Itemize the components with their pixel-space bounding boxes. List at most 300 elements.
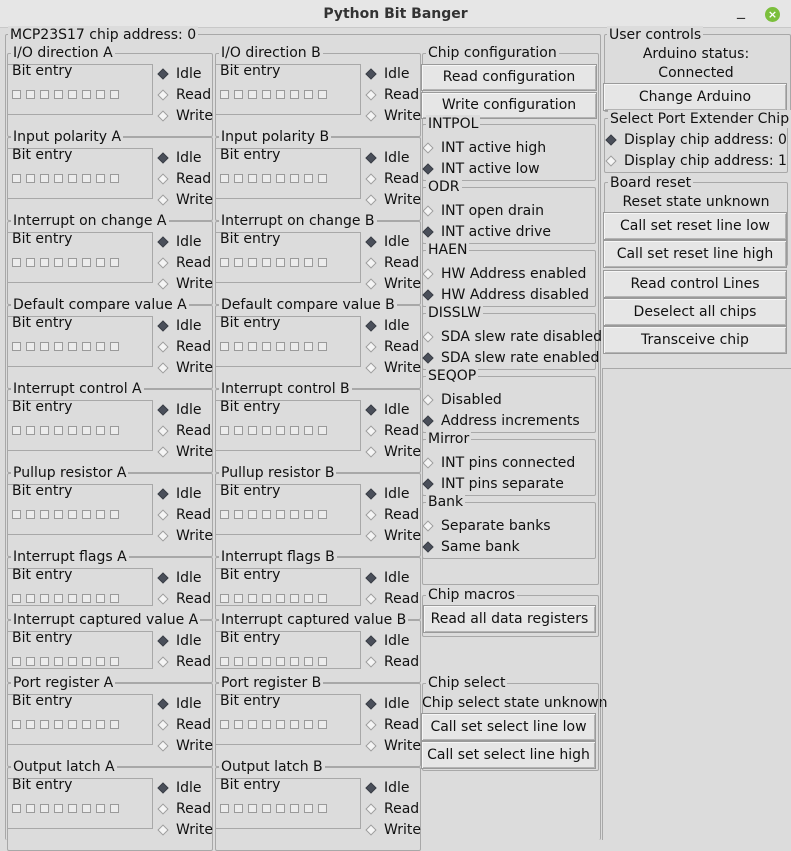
bit-checkbox[interactable] bbox=[110, 804, 119, 813]
bit-checkbox[interactable] bbox=[234, 510, 243, 519]
transceive-chip-button[interactable]: Transceive chip bbox=[603, 326, 787, 354]
bit-checkbox[interactable] bbox=[96, 594, 105, 603]
bit-checkbox[interactable] bbox=[68, 426, 77, 435]
bit-checkbox[interactable] bbox=[276, 342, 285, 351]
mode-write-radio[interactable] bbox=[363, 527, 421, 545]
mode-idle-radio[interactable] bbox=[155, 65, 202, 83]
bit-checkbox[interactable] bbox=[234, 804, 243, 813]
mode-label: Idle bbox=[384, 66, 410, 82]
bit-checkbox[interactable] bbox=[82, 657, 91, 666]
bit-checkbox[interactable] bbox=[110, 657, 119, 666]
bit-checkbox[interactable] bbox=[68, 720, 77, 729]
bit-checkbox[interactable] bbox=[12, 720, 21, 729]
radio-diamond-icon bbox=[157, 68, 168, 79]
bit-checkbox[interactable] bbox=[96, 657, 105, 666]
bit-checkbox[interactable] bbox=[276, 426, 285, 435]
bit-entry-frame bbox=[7, 316, 153, 367]
bit-checkbox[interactable] bbox=[234, 258, 243, 267]
reset-line-high-button[interactable]: Call set reset line high bbox=[603, 240, 787, 268]
bit-checkbox[interactable] bbox=[248, 720, 257, 729]
mode-idle-radio[interactable] bbox=[155, 779, 202, 797]
mode-label: Read bbox=[176, 87, 212, 103]
mode-write-radio[interactable] bbox=[155, 527, 213, 545]
bit-checkbox[interactable] bbox=[248, 90, 257, 99]
bit-checkbox[interactable] bbox=[68, 342, 77, 351]
radio-diamond-icon bbox=[365, 740, 376, 751]
bit-checkbox[interactable] bbox=[304, 174, 313, 183]
bit-checkbox[interactable] bbox=[110, 258, 119, 267]
mode-read-radio[interactable] bbox=[155, 590, 211, 608]
mode-read-radio[interactable] bbox=[363, 506, 419, 524]
bit-checkbox[interactable] bbox=[82, 174, 91, 183]
bit-checkbox[interactable] bbox=[304, 510, 313, 519]
mode-write-radio[interactable] bbox=[155, 737, 213, 755]
bit-checkbox[interactable] bbox=[26, 804, 35, 813]
bit-checkbox[interactable] bbox=[318, 720, 327, 729]
bit-checkbox[interactable] bbox=[26, 174, 35, 183]
bit-checkbox[interactable] bbox=[26, 426, 35, 435]
radio-diamond-icon bbox=[422, 457, 433, 468]
config-option-radio[interactable] bbox=[420, 223, 551, 241]
bit-checkbox[interactable] bbox=[290, 342, 299, 351]
mode-write-radio[interactable] bbox=[363, 443, 421, 461]
bit-checkbox[interactable] bbox=[318, 657, 327, 666]
mode-write-radio[interactable] bbox=[155, 359, 213, 377]
bit-boxes bbox=[220, 426, 327, 435]
register-label: I/O direction A bbox=[13, 45, 113, 61]
mode-read-radio[interactable] bbox=[155, 170, 211, 188]
bit-checkbox[interactable] bbox=[234, 90, 243, 99]
mode-idle-radio[interactable] bbox=[155, 569, 202, 587]
radio-diamond-icon bbox=[157, 278, 168, 289]
select-chip-radio[interactable] bbox=[603, 131, 787, 149]
radio-diamond-icon bbox=[422, 289, 433, 300]
mode-write-radio[interactable] bbox=[363, 191, 421, 209]
bit-checkbox[interactable] bbox=[276, 258, 285, 267]
bit-checkbox[interactable] bbox=[54, 426, 63, 435]
radio-diamond-icon bbox=[365, 572, 376, 583]
bit-entry-label: Bit entry bbox=[220, 147, 281, 163]
bit-checkbox[interactable] bbox=[96, 510, 105, 519]
bit-checkbox[interactable] bbox=[40, 90, 49, 99]
config-option-radio[interactable] bbox=[420, 349, 599, 367]
bit-checkbox[interactable] bbox=[304, 426, 313, 435]
mode-read-radio[interactable] bbox=[363, 653, 419, 671]
bit-checkbox[interactable] bbox=[318, 258, 327, 267]
select-line-low-button[interactable]: Call set select line low bbox=[421, 713, 596, 741]
bit-entry-label: Bit entry bbox=[12, 630, 73, 646]
register-label: Input polarity B bbox=[221, 129, 330, 145]
bit-checkbox[interactable] bbox=[40, 510, 49, 519]
bit-checkbox[interactable] bbox=[96, 90, 105, 99]
mode-idle-radio[interactable] bbox=[363, 401, 410, 419]
bit-checkbox[interactable] bbox=[54, 720, 63, 729]
bit-checkbox[interactable] bbox=[110, 90, 119, 99]
chip-address-label: MCP23S17 chip address: 0 bbox=[10, 27, 197, 43]
right-panel-separator bbox=[602, 368, 791, 840]
mode-label: Write bbox=[176, 276, 213, 292]
bit-checkbox[interactable] bbox=[96, 342, 105, 351]
bit-checkbox[interactable] bbox=[290, 510, 299, 519]
bit-checkbox[interactable] bbox=[82, 804, 91, 813]
bit-checkbox[interactable] bbox=[304, 804, 313, 813]
config-option-label: INT pins connected bbox=[441, 455, 576, 471]
bit-checkbox[interactable] bbox=[40, 720, 49, 729]
bit-checkbox[interactable] bbox=[220, 720, 229, 729]
bit-checkbox[interactable] bbox=[26, 594, 35, 603]
register-label: Interrupt flags B bbox=[221, 549, 335, 565]
radio-diamond-icon bbox=[365, 110, 376, 121]
bit-checkbox[interactable] bbox=[304, 594, 313, 603]
mode-write-radio[interactable] bbox=[363, 275, 421, 293]
bit-checkbox[interactable] bbox=[82, 594, 91, 603]
bit-checkbox[interactable] bbox=[262, 426, 271, 435]
mode-write-radio[interactable] bbox=[155, 191, 213, 209]
bit-checkbox[interactable] bbox=[234, 657, 243, 666]
bit-checkbox[interactable] bbox=[248, 342, 257, 351]
mode-read-radio[interactable] bbox=[363, 86, 419, 104]
bit-checkbox[interactable] bbox=[262, 594, 271, 603]
reset-line-low-button[interactable]: Call set reset line low bbox=[603, 212, 787, 240]
bit-checkbox[interactable] bbox=[234, 594, 243, 603]
mode-read-radio[interactable] bbox=[155, 653, 211, 671]
bit-boxes bbox=[12, 258, 119, 267]
bit-checkbox[interactable] bbox=[248, 174, 257, 183]
bit-checkbox[interactable] bbox=[276, 720, 285, 729]
bit-checkbox[interactable] bbox=[110, 720, 119, 729]
bit-checkbox[interactable] bbox=[276, 90, 285, 99]
bit-checkbox[interactable] bbox=[26, 90, 35, 99]
mode-idle-radio[interactable] bbox=[363, 779, 410, 797]
bit-checkbox[interactable] bbox=[110, 426, 119, 435]
mode-write-radio[interactable] bbox=[155, 107, 213, 125]
bit-checkbox[interactable] bbox=[68, 594, 77, 603]
bit-checkbox[interactable] bbox=[220, 258, 229, 267]
bit-checkbox[interactable] bbox=[40, 258, 49, 267]
bit-checkbox[interactable] bbox=[40, 174, 49, 183]
bit-checkbox[interactable] bbox=[262, 258, 271, 267]
bit-checkbox[interactable] bbox=[262, 657, 271, 666]
mode-idle-radio[interactable] bbox=[363, 485, 410, 503]
bit-checkbox[interactable] bbox=[12, 258, 21, 267]
deselect-all-chips-button[interactable]: Deselect all chips bbox=[603, 298, 787, 326]
bit-checkbox[interactable] bbox=[220, 174, 229, 183]
bit-checkbox[interactable] bbox=[248, 594, 257, 603]
bit-checkbox[interactable] bbox=[318, 174, 327, 183]
bit-checkbox[interactable] bbox=[12, 510, 21, 519]
register-label: Interrupt flags A bbox=[13, 549, 127, 565]
bit-checkbox[interactable] bbox=[304, 720, 313, 729]
mode-idle-radio[interactable] bbox=[155, 233, 202, 251]
bit-checkbox[interactable] bbox=[68, 510, 77, 519]
bit-checkbox[interactable] bbox=[12, 174, 21, 183]
bit-checkbox[interactable] bbox=[304, 90, 313, 99]
mode-read-radio[interactable] bbox=[363, 170, 419, 188]
config-option-radio[interactable] bbox=[420, 538, 520, 556]
bit-checkbox[interactable] bbox=[248, 510, 257, 519]
mode-idle-radio[interactable] bbox=[363, 632, 410, 650]
config-option-radio[interactable] bbox=[420, 391, 502, 409]
bit-checkbox[interactable] bbox=[248, 426, 257, 435]
config-option-radio[interactable] bbox=[420, 139, 546, 157]
bit-checkbox[interactable] bbox=[12, 342, 21, 351]
bit-checkbox[interactable] bbox=[262, 174, 271, 183]
mode-read-radio[interactable] bbox=[363, 338, 419, 356]
mode-label: Idle bbox=[384, 234, 410, 250]
mode-write-radio[interactable] bbox=[155, 275, 213, 293]
bit-checkbox[interactable] bbox=[82, 90, 91, 99]
mode-idle-radio[interactable] bbox=[155, 485, 202, 503]
mode-label: Read bbox=[384, 423, 420, 439]
mode-read-radio[interactable] bbox=[363, 422, 419, 440]
mode-read-radio[interactable] bbox=[155, 254, 211, 272]
config-option-radio[interactable] bbox=[420, 412, 580, 430]
mode-label: Read bbox=[176, 801, 212, 817]
bit-checkbox[interactable] bbox=[40, 804, 49, 813]
mode-label: Idle bbox=[176, 570, 202, 586]
mode-idle-radio[interactable] bbox=[155, 317, 202, 335]
mode-idle-radio[interactable] bbox=[363, 317, 410, 335]
mode-write-radio[interactable] bbox=[363, 821, 421, 839]
bit-checkbox[interactable] bbox=[12, 90, 21, 99]
mode-label: Write bbox=[384, 738, 421, 754]
bit-checkbox[interactable] bbox=[220, 657, 229, 666]
bit-checkbox[interactable] bbox=[262, 90, 271, 99]
mode-idle-radio[interactable] bbox=[363, 569, 410, 587]
bit-checkbox[interactable] bbox=[12, 426, 21, 435]
bit-checkbox[interactable] bbox=[54, 594, 63, 603]
mode-idle-radio[interactable] bbox=[363, 695, 410, 713]
bit-checkbox[interactable] bbox=[54, 174, 63, 183]
mode-read-radio[interactable] bbox=[155, 716, 211, 734]
mode-label: Read bbox=[176, 171, 212, 187]
radio-diamond-icon bbox=[365, 698, 376, 709]
bit-checkbox[interactable] bbox=[82, 510, 91, 519]
config-option-label: Separate banks bbox=[441, 518, 551, 534]
bit-boxes bbox=[220, 174, 327, 183]
bit-checkbox[interactable] bbox=[290, 258, 299, 267]
bit-checkbox[interactable] bbox=[304, 342, 313, 351]
config-option-label: SDA slew rate enabled bbox=[441, 350, 600, 366]
mode-read-radio[interactable] bbox=[155, 86, 211, 104]
minimize-icon[interactable]: _ bbox=[737, 0, 745, 19]
bit-entry-frame bbox=[215, 232, 361, 283]
config-option-radio[interactable] bbox=[420, 475, 564, 493]
mode-read-radio[interactable] bbox=[363, 716, 419, 734]
bit-checkbox[interactable] bbox=[96, 720, 105, 729]
mode-read-radio[interactable] bbox=[155, 338, 211, 356]
change-arduino-button[interactable]: Change Arduino bbox=[603, 83, 787, 111]
mode-idle-radio[interactable] bbox=[155, 632, 202, 650]
bit-checkbox[interactable] bbox=[40, 657, 49, 666]
mode-write-radio[interactable] bbox=[155, 821, 213, 839]
bit-checkbox[interactable] bbox=[82, 258, 91, 267]
bit-checkbox[interactable] bbox=[12, 594, 21, 603]
select-line-high-button[interactable]: Call set select line high bbox=[421, 741, 596, 769]
bit-checkbox[interactable] bbox=[40, 594, 49, 603]
bit-checkbox[interactable] bbox=[26, 258, 35, 267]
radio-diamond-icon bbox=[365, 656, 376, 667]
read-control-lines-button[interactable]: Read control Lines bbox=[603, 270, 787, 298]
mode-idle-radio[interactable] bbox=[363, 149, 410, 167]
config-option-radio[interactable] bbox=[420, 160, 540, 178]
bit-checkbox[interactable] bbox=[234, 426, 243, 435]
mode-label: Idle bbox=[176, 234, 202, 250]
bit-checkbox[interactable] bbox=[318, 342, 327, 351]
mode-read-radio[interactable] bbox=[363, 800, 419, 818]
bit-checkbox[interactable] bbox=[276, 510, 285, 519]
config-option-radio[interactable] bbox=[420, 454, 575, 472]
bit-checkbox[interactable] bbox=[54, 804, 63, 813]
bit-checkbox[interactable] bbox=[276, 804, 285, 813]
radio-diamond-icon bbox=[365, 320, 376, 331]
bit-checkbox[interactable] bbox=[290, 720, 299, 729]
bit-checkbox[interactable] bbox=[68, 804, 77, 813]
mode-label: Idle bbox=[384, 150, 410, 166]
bit-checkbox[interactable] bbox=[68, 258, 77, 267]
bit-checkbox[interactable] bbox=[290, 804, 299, 813]
config-option-radio[interactable] bbox=[420, 286, 589, 304]
bit-checkbox[interactable] bbox=[262, 342, 271, 351]
bit-checkbox[interactable] bbox=[318, 804, 327, 813]
mode-read-radio[interactable] bbox=[155, 422, 211, 440]
bit-checkbox[interactable] bbox=[96, 174, 105, 183]
bit-checkbox[interactable] bbox=[82, 720, 91, 729]
bit-entry-label: Bit entry bbox=[12, 777, 73, 793]
bit-entry-frame bbox=[215, 694, 361, 745]
config-option-radio[interactable] bbox=[420, 517, 551, 535]
bit-checkbox[interactable] bbox=[290, 657, 299, 666]
bit-checkbox[interactable] bbox=[82, 342, 91, 351]
read-all-data-registers-button[interactable]: Read all data registers bbox=[423, 605, 596, 633]
bit-checkbox[interactable] bbox=[220, 594, 229, 603]
bit-checkbox[interactable] bbox=[54, 510, 63, 519]
select-chip-radio[interactable] bbox=[603, 152, 787, 170]
write-configuration-button[interactable]: Write configuration bbox=[421, 92, 597, 119]
mode-read-radio[interactable] bbox=[363, 590, 419, 608]
bit-checkbox[interactable] bbox=[12, 657, 21, 666]
bit-checkbox[interactable] bbox=[290, 174, 299, 183]
bit-checkbox[interactable] bbox=[318, 90, 327, 99]
close-icon[interactable]: × bbox=[765, 7, 780, 22]
radio-diamond-icon bbox=[157, 152, 168, 163]
bit-checkbox[interactable] bbox=[220, 90, 229, 99]
mode-write-radio[interactable] bbox=[155, 443, 213, 461]
bit-checkbox[interactable] bbox=[234, 174, 243, 183]
bit-checkbox[interactable] bbox=[318, 510, 327, 519]
bit-checkbox[interactable] bbox=[96, 258, 105, 267]
mode-write-radio[interactable] bbox=[363, 107, 421, 125]
mode-idle-radio[interactable] bbox=[363, 233, 410, 251]
bit-checkbox[interactable] bbox=[290, 90, 299, 99]
bit-entry-frame bbox=[7, 400, 153, 451]
bit-checkbox[interactable] bbox=[248, 804, 257, 813]
bit-checkbox[interactable] bbox=[318, 594, 327, 603]
bit-checkbox[interactable] bbox=[276, 174, 285, 183]
bit-checkbox[interactable] bbox=[276, 657, 285, 666]
bit-checkbox[interactable] bbox=[26, 657, 35, 666]
register-label: Pullup resistor A bbox=[13, 465, 127, 481]
bit-checkbox[interactable] bbox=[110, 174, 119, 183]
mode-label: Write bbox=[384, 528, 421, 544]
bit-checkbox[interactable] bbox=[96, 804, 105, 813]
mode-idle-radio[interactable] bbox=[155, 149, 202, 167]
bit-checkbox[interactable] bbox=[54, 342, 63, 351]
bit-checkbox[interactable] bbox=[318, 426, 327, 435]
mode-write-radio[interactable] bbox=[363, 737, 421, 755]
config-group-title: ODR bbox=[428, 179, 460, 195]
bit-checkbox[interactable] bbox=[304, 657, 313, 666]
bit-checkbox[interactable] bbox=[248, 258, 257, 267]
bit-checkbox[interactable] bbox=[68, 174, 77, 183]
bit-checkbox[interactable] bbox=[68, 657, 77, 666]
radio-diamond-icon bbox=[365, 824, 376, 835]
bit-checkbox[interactable] bbox=[262, 510, 271, 519]
bit-checkbox[interactable] bbox=[262, 720, 271, 729]
mode-label: Idle bbox=[176, 150, 202, 166]
bit-checkbox[interactable] bbox=[40, 426, 49, 435]
bit-checkbox[interactable] bbox=[234, 720, 243, 729]
mode-read-radio[interactable] bbox=[155, 506, 211, 524]
bit-checkbox[interactable] bbox=[220, 426, 229, 435]
bit-checkbox[interactable] bbox=[26, 720, 35, 729]
bit-checkbox[interactable] bbox=[96, 426, 105, 435]
bit-checkbox[interactable] bbox=[220, 804, 229, 813]
mode-write-radio[interactable] bbox=[363, 359, 421, 377]
bit-checkbox[interactable] bbox=[54, 657, 63, 666]
mode-label: Write bbox=[384, 276, 421, 292]
bit-checkbox[interactable] bbox=[304, 258, 313, 267]
config-option-radio[interactable] bbox=[420, 265, 586, 283]
bit-checkbox[interactable] bbox=[54, 90, 63, 99]
mode-idle-radio[interactable] bbox=[155, 401, 202, 419]
bit-checkbox[interactable] bbox=[234, 342, 243, 351]
mode-label: Write bbox=[176, 360, 213, 376]
bit-checkbox[interactable] bbox=[110, 342, 119, 351]
bit-checkbox[interactable] bbox=[68, 90, 77, 99]
bit-checkbox[interactable] bbox=[290, 594, 299, 603]
bit-checkbox[interactable] bbox=[40, 342, 49, 351]
config-option-radio[interactable] bbox=[420, 202, 544, 220]
bit-checkbox[interactable] bbox=[26, 510, 35, 519]
radio-diamond-icon bbox=[365, 236, 376, 247]
bit-checkbox[interactable] bbox=[248, 657, 257, 666]
mode-idle-radio[interactable] bbox=[155, 695, 202, 713]
bit-checkbox[interactable] bbox=[26, 342, 35, 351]
bit-checkbox[interactable] bbox=[290, 426, 299, 435]
mode-read-radio[interactable] bbox=[155, 800, 211, 818]
bit-checkbox[interactable] bbox=[276, 594, 285, 603]
radio-diamond-icon bbox=[422, 394, 433, 405]
bit-entry-frame bbox=[7, 631, 153, 669]
bit-checkbox[interactable] bbox=[54, 258, 63, 267]
bit-checkbox[interactable] bbox=[12, 804, 21, 813]
bit-checkbox[interactable] bbox=[262, 804, 271, 813]
mode-label: Write bbox=[176, 444, 213, 460]
bit-checkbox[interactable] bbox=[110, 594, 119, 603]
mode-idle-radio[interactable] bbox=[363, 65, 410, 83]
bit-entry-label: Bit entry bbox=[12, 147, 73, 163]
bit-checkbox[interactable] bbox=[110, 510, 119, 519]
radio-diamond-icon bbox=[365, 89, 376, 100]
bit-checkbox[interactable] bbox=[220, 342, 229, 351]
bit-boxes bbox=[220, 720, 327, 729]
read-configuration-button[interactable]: Read configuration bbox=[421, 64, 597, 91]
bit-checkbox[interactable] bbox=[82, 426, 91, 435]
bit-checkbox[interactable] bbox=[220, 510, 229, 519]
config-option-radio[interactable] bbox=[420, 328, 602, 346]
mode-read-radio[interactable] bbox=[363, 254, 419, 272]
